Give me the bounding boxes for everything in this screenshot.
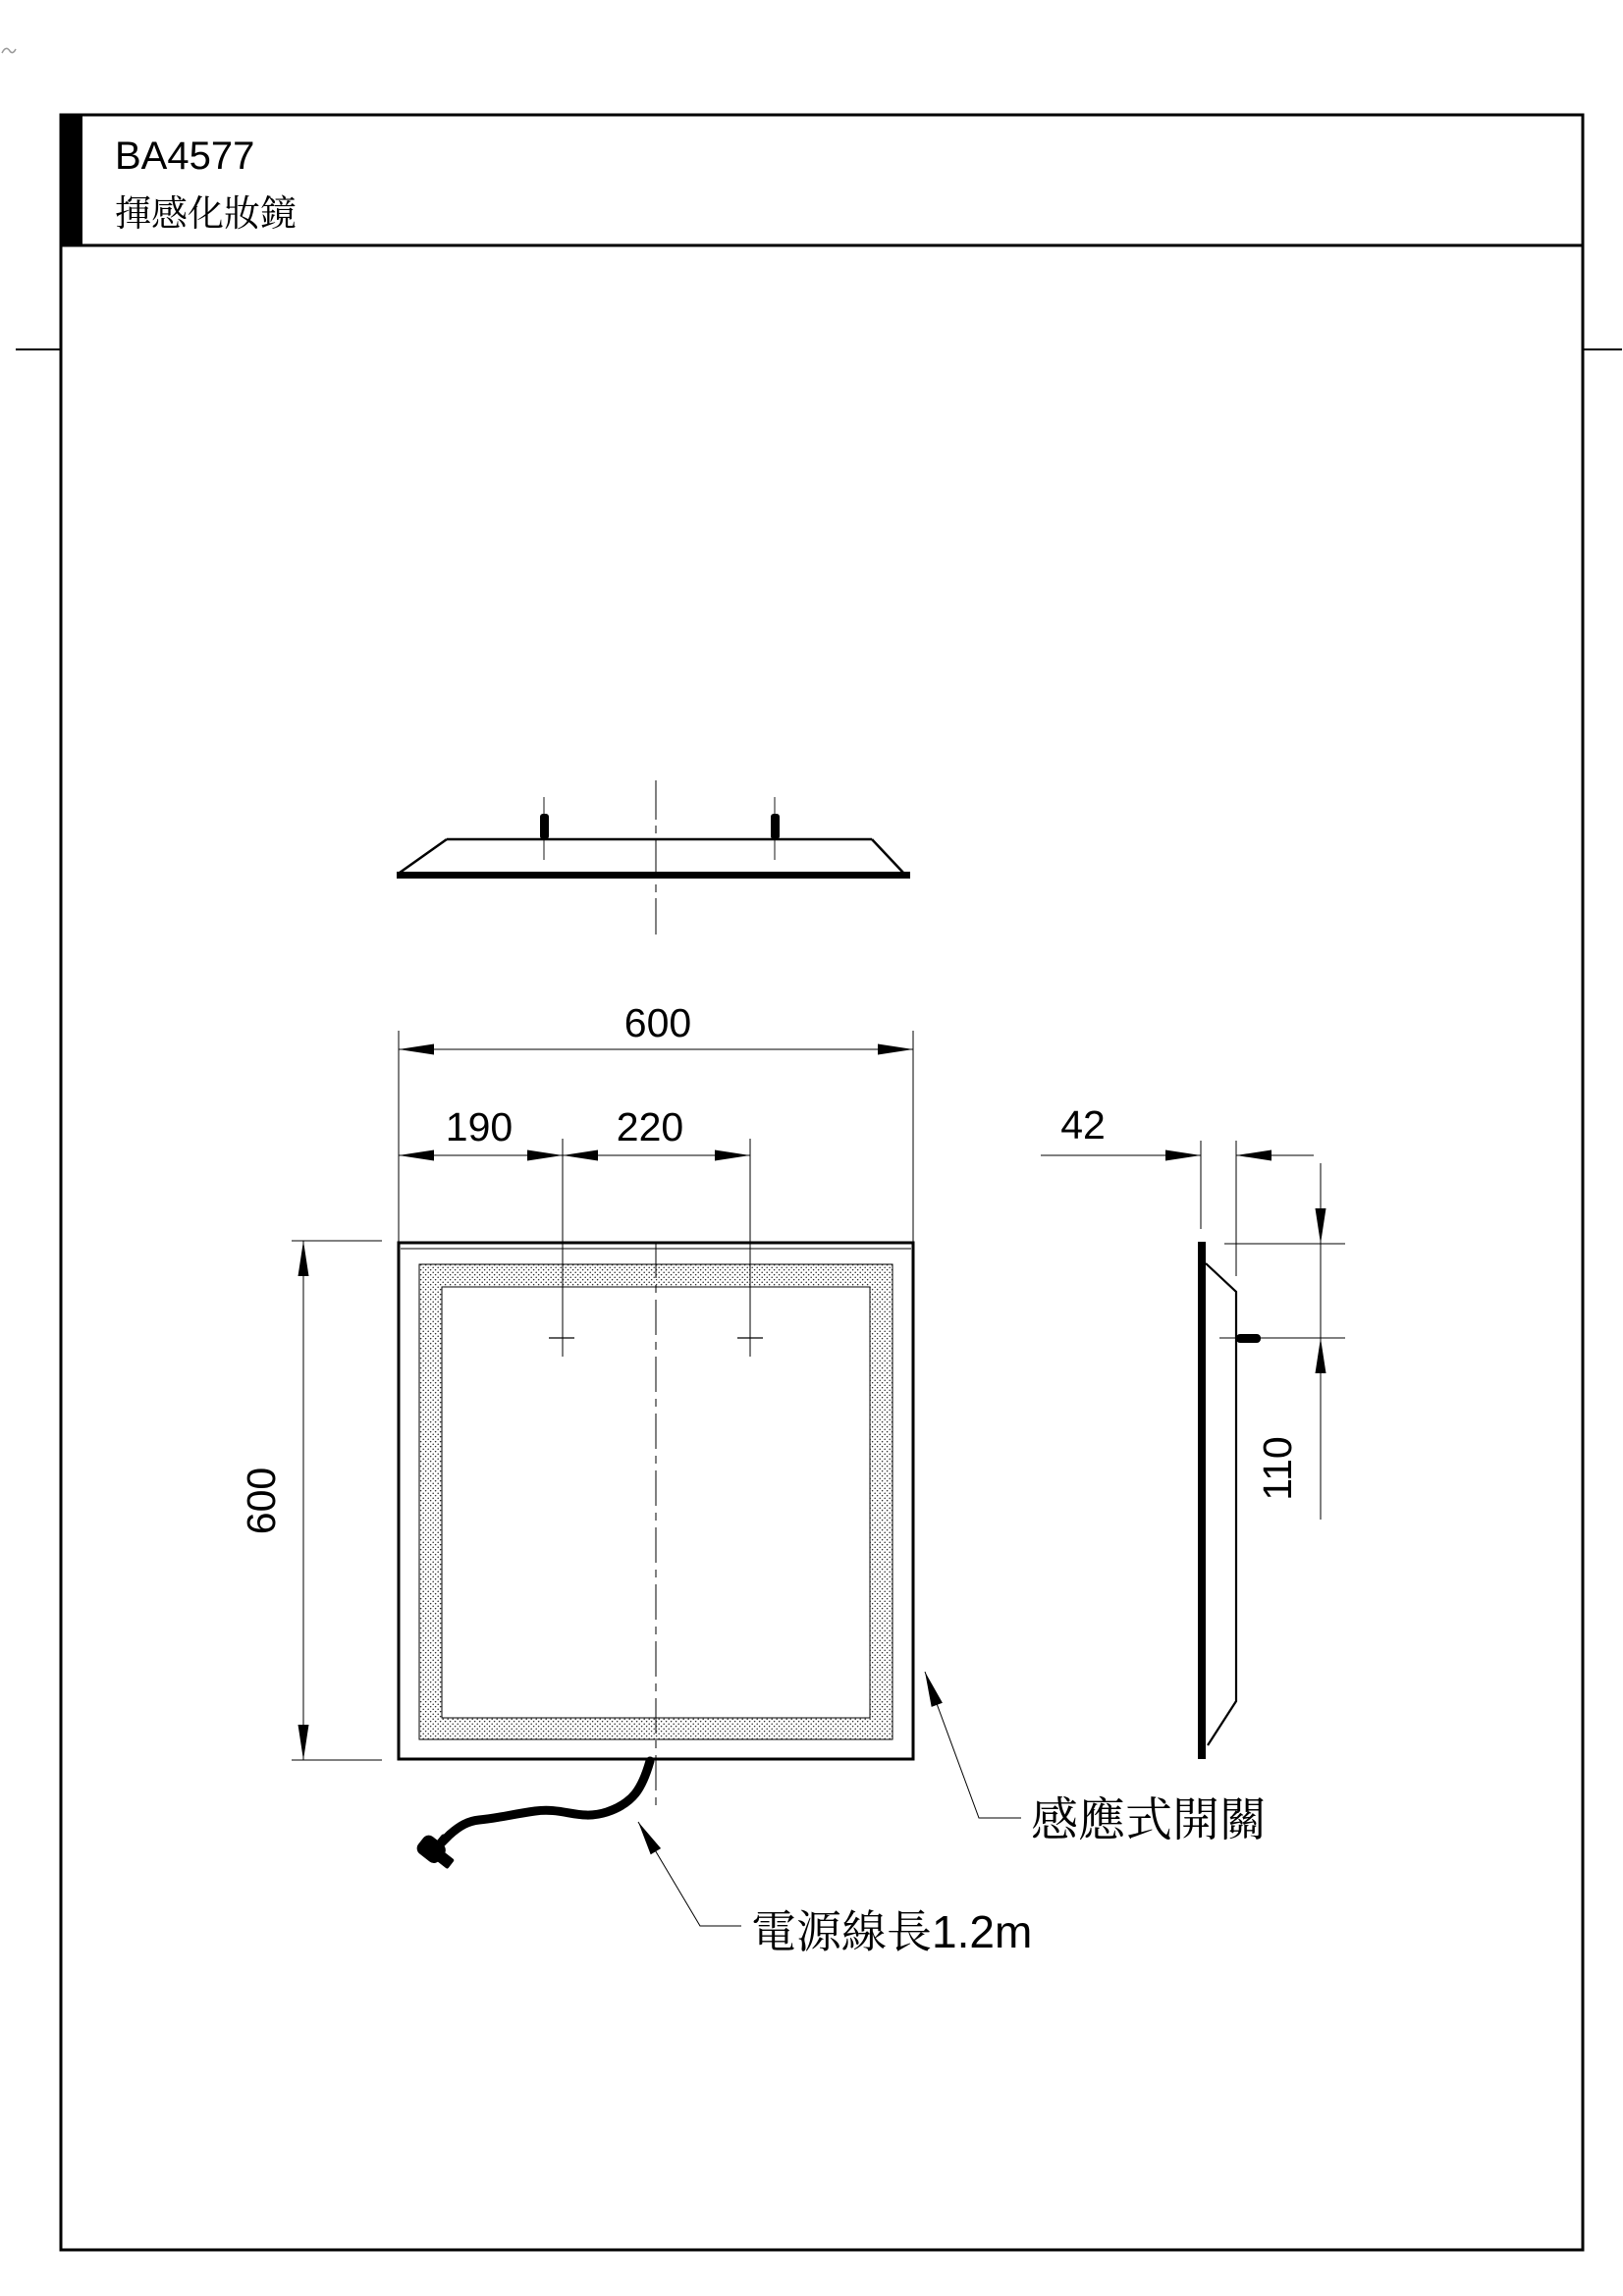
dim-value-top-width: 600 (623, 1000, 692, 1045)
arrowhead-left (399, 1044, 434, 1055)
dim-value-left-offset: 190 (445, 1104, 514, 1149)
power-cord (441, 1761, 650, 1843)
side-view (1198, 1242, 1261, 1759)
callout-sensor-label: 感應式開關 (1031, 1794, 1268, 1846)
top-view-right-bevel (872, 839, 903, 873)
arrowhead (715, 1150, 750, 1161)
side-view-back-plate (1206, 1263, 1236, 1745)
callout-sensor-switch (925, 1672, 1267, 1846)
side-view-mirror-face (1198, 1242, 1206, 1759)
top-view-mirror-face (397, 872, 910, 879)
top-view (397, 780, 910, 934)
arrowhead (527, 1150, 563, 1161)
arrowhead (399, 1150, 434, 1161)
callout-cord-label: 電源線長1.2m (751, 1906, 1033, 1957)
product-name: 揮感化妝鏡 (115, 193, 297, 234)
top-view-left-bevel (400, 839, 447, 873)
dim-value-left-height: 600 (239, 1467, 284, 1535)
arrowhead-up (1316, 1338, 1326, 1373)
leader-arrowhead (638, 1822, 661, 1854)
dim-side-depth (1041, 1102, 1314, 1276)
arrowhead-top (298, 1241, 309, 1276)
arrowhead (1165, 1150, 1201, 1161)
dim-value-center-spacing: 220 (616, 1104, 684, 1149)
dim-value-hook-drop: 110 (1255, 1436, 1300, 1501)
leader-line (638, 1822, 741, 1926)
arrowhead-right (878, 1044, 913, 1055)
product-code: BA4577 (115, 134, 255, 178)
top-view-hook-left (540, 814, 549, 839)
callout-power-cord (638, 1822, 1032, 1957)
arrowhead-down (1316, 1208, 1326, 1244)
leader-line (925, 1672, 1021, 1818)
top-view-hook-right (771, 814, 780, 839)
title-block-bar (61, 115, 82, 245)
arrowhead (563, 1150, 598, 1161)
corner-squiggle-mark (2, 48, 16, 53)
leader-arrowhead (925, 1672, 943, 1707)
dim-value-side-depth: 42 (1060, 1102, 1106, 1148)
front-view (399, 1243, 913, 1873)
arrowhead (1236, 1150, 1271, 1161)
arrowhead-bottom (298, 1725, 309, 1760)
dim-left-height (239, 1241, 382, 1760)
